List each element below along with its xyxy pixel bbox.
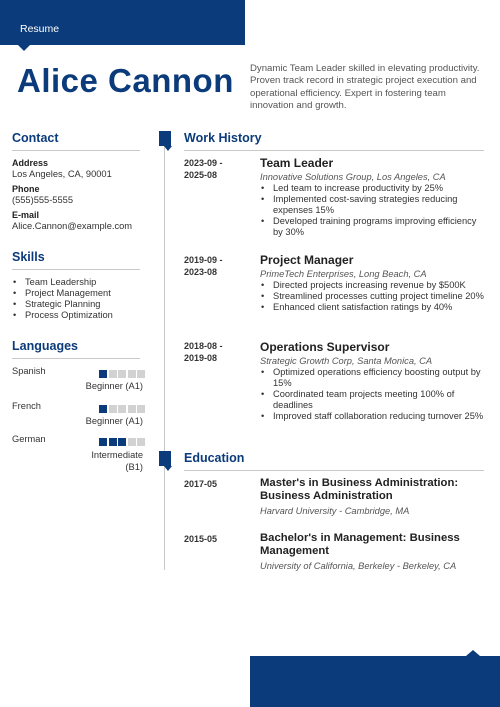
job-date-start: 2018-08 - (184, 341, 223, 351)
job-bullets (260, 367, 485, 422)
job-bullet: • Enhanced client satisfaction ratings by 40% (260, 302, 485, 313)
job-title: Operations Supervisor (260, 340, 390, 354)
school-name: Harvard University - Cambridge, MA (260, 506, 410, 516)
job-date (184, 158, 223, 181)
rating-square-empty (128, 370, 136, 378)
languages-heading: Languages (12, 339, 140, 359)
language-level-line: Intermediate (91, 450, 143, 460)
job-bullet: • Coordinated team projects meeting 100% of deadlines (260, 389, 485, 411)
rating-square-empty (109, 405, 117, 413)
rating-square-filled (99, 438, 107, 446)
job-bullet: • Led team to increase productivity by 25% (260, 183, 485, 194)
job-date-end: 2023-08 (184, 266, 218, 277)
resume-tag: Resume (20, 23, 60, 35)
school-name: University of California, Berkeley - Berkeley, CA (260, 561, 457, 571)
job-title: Project Manager (260, 253, 354, 267)
phone-value: (555)555-5555 (12, 195, 73, 205)
education-date: 2015-05 (184, 534, 218, 544)
language-name: French (12, 401, 41, 411)
skill-item: • Process Optimization (12, 310, 113, 321)
rating-square-filled (109, 438, 117, 446)
contact-heading: Contact (12, 131, 140, 151)
rating-square-empty (109, 370, 117, 378)
candidate-name: Alice Cannon (17, 62, 234, 99)
skill-item: • Project Management (12, 288, 113, 299)
job-bullets (260, 183, 485, 238)
skill-item: • Team Leadership (12, 277, 113, 288)
address-label: Address (12, 158, 49, 168)
rating-square-empty (128, 438, 136, 446)
job-date-start: 2023-09 - (184, 158, 223, 168)
job-date-end: 2019-08 (184, 352, 218, 363)
job-bullet: • Improved staff collaboration reducing turnover 25% (260, 411, 485, 422)
rating-square-empty (118, 370, 126, 378)
email-label: E-mail (12, 210, 40, 220)
job-date-start: 2019-09 - (184, 255, 223, 265)
rating-square-filled (99, 405, 107, 413)
footer-band-notch (466, 650, 480, 656)
job-bullet: • Directed projects increasing revenue by $500K (260, 280, 485, 291)
job-bullets (260, 280, 485, 313)
language-level: Beginner (A1) (85, 416, 143, 426)
rating-square-filled (99, 370, 107, 378)
degree-title: Bachelor's in Management: Business Management (260, 532, 460, 557)
language-level-line: (B1) (125, 461, 143, 472)
timeline-line (164, 140, 165, 570)
education-date: 2017-05 (184, 479, 218, 489)
profile-summary: Dynamic Team Leader skilled in elevating productivity. Proven track record in strategic project execution and operational efficiency. Expert in fostering team innovation and growth. (250, 63, 480, 112)
header-band (0, 0, 245, 45)
education-heading: Education (184, 451, 484, 471)
job-title: Team Leader (260, 156, 334, 170)
email-value: Alice.Cannon@example.com (12, 221, 133, 231)
footer-band (250, 656, 500, 707)
skill-item: • Strategic Planning (12, 299, 113, 310)
job-bullet: • Developed training programs improving efficiency by 30% (260, 216, 485, 238)
address-value: Los Angeles, CA, 90001 (12, 169, 112, 179)
job-company: Strategic Growth Corp, Santa Monica, CA (260, 356, 433, 366)
rating-square-empty (128, 405, 136, 413)
rating-square-empty (137, 370, 145, 378)
work-history-flag-icon (159, 131, 171, 146)
job-bullet: • Implemented cost-saving strategies reducing expenses 15% (260, 194, 485, 216)
degree-title: Master's in Business Administration: Business Administration (260, 477, 459, 502)
language-rating (99, 438, 145, 446)
skills-heading: Skills (12, 250, 140, 270)
job-date (184, 255, 223, 278)
rating-square-empty (137, 405, 145, 413)
job-date-end: 2025-08 (184, 169, 218, 180)
header-band-notch (18, 45, 30, 51)
language-name: German (12, 434, 46, 444)
job-date (184, 341, 223, 364)
phone-label: Phone (12, 184, 40, 194)
job-company: PrimeTech Enterprises, Long Beach, CA (260, 269, 427, 279)
education-flag-icon (159, 451, 171, 466)
work-history-heading: Work History (184, 131, 484, 151)
rating-square-empty (118, 405, 126, 413)
rating-square-empty (137, 438, 145, 446)
language-rating (99, 370, 145, 378)
job-bullet: • Streamlined processes cutting project timeline 20% (260, 291, 485, 302)
language-rating (99, 405, 145, 413)
job-company: Innovative Solutions Group, Los Angeles, CA (260, 172, 446, 182)
language-name: Spanish (12, 366, 46, 376)
language-level: Beginner (A1) (85, 381, 143, 391)
skills-list (12, 277, 113, 321)
language-level (91, 450, 143, 473)
job-bullet: • Optimized operations efficiency boosting output by 15% (260, 367, 485, 389)
rating-square-filled (118, 438, 126, 446)
